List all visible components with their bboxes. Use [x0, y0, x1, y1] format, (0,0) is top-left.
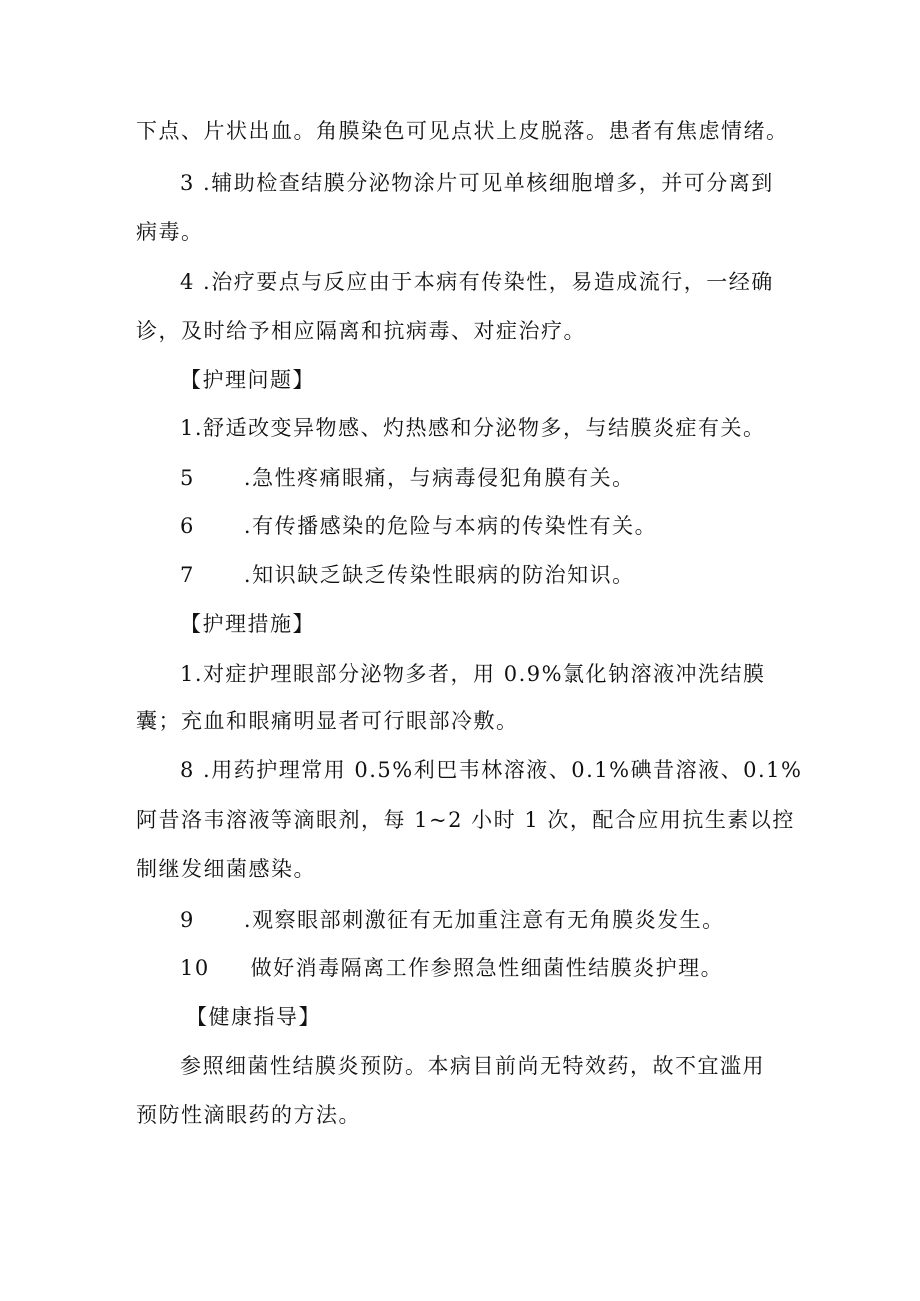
paragraph-line: 下点、片状出血。角膜染色可见点状上皮脱落。患者有焦虑情绪。: [136, 119, 789, 143]
section-heading: 【健康指导】: [186, 1005, 321, 1029]
paragraph-line: 4 .治疗要点与反应由于本病有传染性，易造成流行，一经确: [180, 270, 774, 294]
paragraph-line: 诊，及时给予相应隔离和抗病毒、对症治疗。: [136, 319, 586, 343]
section-heading: 【护理措施】: [180, 612, 315, 636]
paragraph-line: 1.对症护理眼部分泌物多者，用 0.9%氯化钠溶液冲洗结膜: [180, 662, 766, 686]
paragraph-line: 阿昔洛韦溶液等滴眼剂，每 1~2 小时 1 次，配合应用抗生素以控: [136, 808, 795, 832]
paragraph-line: 1.舒适改变异物感、灼热感和分泌物多，与结膜炎症有关。: [180, 416, 766, 440]
paragraph-line: 囊；充血和眼痛明显者可行眼部冷敷。: [136, 709, 519, 733]
paragraph-line: 8 .用药护理常用 0.5%利巴韦林溶液、0.1%碘昔溶液、0.1%: [180, 758, 803, 782]
paragraph-line: 病毒。: [136, 220, 204, 244]
paragraph-line: 5 .急性疼痛眼痛，与病毒侵犯角膜有关。: [180, 466, 635, 490]
paragraph-line: 预防性滴眼药的方法。: [136, 1103, 361, 1127]
paragraph-line: 7 .知识缺乏缺乏传染性眼病的防治知识。: [180, 563, 635, 587]
paragraph-line: 10 做好消毒隔离工作参照急性细菌性结膜炎护理。: [180, 956, 724, 980]
paragraph-line: 9 .观察眼部刺激征有无加重注意有无角膜炎发生。: [180, 908, 725, 932]
paragraph-line: 制继发细菌感染。: [136, 857, 316, 881]
paragraph-line: 3 .辅助检查结膜分泌物涂片可见单核细胞增多，并可分离到: [180, 171, 774, 195]
paragraph-line: 参照细菌性结膜炎预防。本病目前尚无特效药，故不宜滥用: [180, 1054, 765, 1078]
section-heading: 【护理问题】: [180, 368, 315, 392]
paragraph-line: 6 .有传播感染的危险与本病的传染性有关。: [180, 514, 658, 538]
